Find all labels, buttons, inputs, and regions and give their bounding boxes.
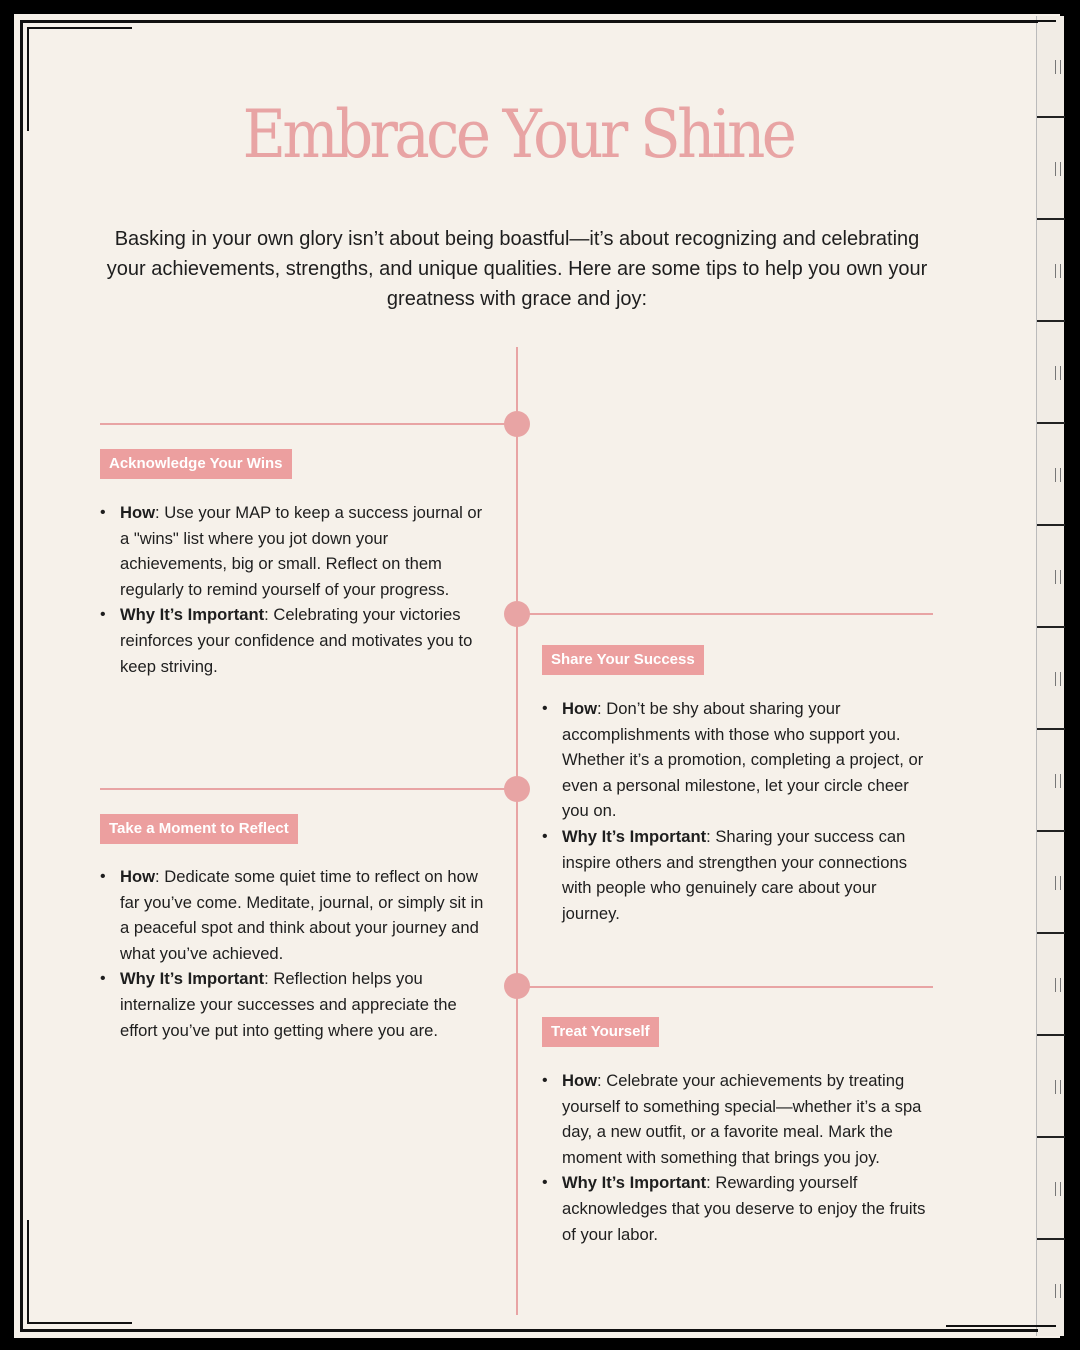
timeline-branch bbox=[517, 986, 933, 988]
notebook-tab[interactable] bbox=[1037, 934, 1065, 1036]
section-label-share-success: Share Your Success bbox=[542, 645, 704, 675]
frame-top bbox=[20, 20, 1038, 23]
tab-marker-icon bbox=[1055, 570, 1061, 584]
why-item bbox=[100, 602, 495, 679]
timeline-branch bbox=[100, 788, 518, 790]
why-key: Why It’s Important bbox=[562, 1173, 707, 1193]
frame-corner-line bbox=[27, 27, 29, 131]
tab-marker-icon bbox=[1055, 876, 1061, 890]
how-key: How bbox=[562, 699, 598, 718]
section-label-take-moment-reflect: Take a Moment to Reflect bbox=[100, 814, 298, 844]
timeline-spine bbox=[516, 347, 518, 1315]
how-item bbox=[542, 696, 937, 824]
notebook-tab[interactable] bbox=[1037, 628, 1065, 730]
timeline-branch bbox=[100, 423, 518, 425]
timeline-dot bbox=[504, 973, 530, 999]
tab-marker-icon bbox=[1055, 162, 1061, 176]
how-key: How bbox=[562, 1071, 598, 1090]
notebook-tab[interactable] bbox=[1037, 526, 1065, 628]
notebook-tab[interactable] bbox=[1037, 118, 1065, 220]
how-item bbox=[542, 1068, 932, 1170]
why-text: : Reflection helps you internalize your successes and appreciate the effort you’ve put into getting where you are. bbox=[120, 969, 457, 1040]
frame-corner-line bbox=[27, 27, 132, 29]
how-item bbox=[100, 500, 495, 602]
notebook-tab[interactable] bbox=[1037, 730, 1065, 832]
why-text: : Sharing your success can inspire others and strengthen your connections with people who genuinely care about your journey. bbox=[562, 826, 907, 923]
frame-left bbox=[20, 20, 23, 1332]
notebook-tab[interactable] bbox=[1037, 322, 1065, 424]
frame-corner-line bbox=[946, 1325, 1056, 1327]
why-key: Why It’s Important bbox=[120, 605, 265, 625]
section-label-treat-yourself: Treat Yourself bbox=[542, 1017, 659, 1047]
tab-marker-icon bbox=[1055, 1080, 1061, 1094]
timeline-dot bbox=[504, 411, 530, 437]
why-item bbox=[100, 966, 495, 1043]
why-key: Why It’s Important bbox=[562, 826, 707, 846]
notebook-tab[interactable] bbox=[1037, 16, 1065, 118]
how-text: : Use your MAP to keep a success journal or a "wins" list where you jot down your achievements, big or small. Reflect on them regularly to remind yourself of your progress. bbox=[120, 503, 483, 599]
tab-marker-icon bbox=[1055, 468, 1061, 482]
section-body-acknowledge-wins bbox=[100, 500, 495, 679]
notebook-tab[interactable] bbox=[1037, 220, 1065, 322]
frame-bottom bbox=[20, 1329, 1038, 1332]
tab-marker-icon bbox=[1055, 60, 1061, 74]
frame-corner-line bbox=[27, 1220, 29, 1324]
notebook-tab-strip bbox=[1036, 16, 1064, 1336]
tab-marker-icon bbox=[1055, 774, 1061, 788]
timeline-dot bbox=[504, 776, 530, 802]
tab-marker-icon bbox=[1055, 1182, 1061, 1196]
section-body-treat-yourself bbox=[542, 1068, 932, 1247]
how-item bbox=[100, 864, 495, 966]
how-text: : Celebrate your achievements by treating yourself to something special—whether it’s a spa day, a new outfit, or a favorite meal. Mark the moment with something that brings you joy. bbox=[562, 1071, 922, 1167]
tab-marker-icon bbox=[1055, 366, 1061, 380]
how-key: How bbox=[120, 867, 156, 886]
section-label-acknowledge-wins: Acknowledge Your Wins bbox=[100, 449, 292, 479]
notebook-tab[interactable] bbox=[1037, 424, 1065, 526]
why-text: : Celebrating your victories reinforces your confidence and motivates you to keep striving. bbox=[120, 605, 473, 676]
why-item bbox=[542, 1170, 932, 1247]
notebook-tab[interactable] bbox=[1037, 1138, 1065, 1240]
section-body-share-success bbox=[542, 696, 937, 926]
notebook-tab[interactable] bbox=[1037, 832, 1065, 934]
frame-corner-line bbox=[27, 1322, 132, 1324]
notebook-tab[interactable] bbox=[1037, 1036, 1065, 1138]
section-body-take-moment-reflect bbox=[100, 864, 495, 1043]
tab-marker-icon bbox=[1055, 1284, 1061, 1298]
timeline-branch bbox=[517, 613, 933, 615]
how-key: How bbox=[120, 503, 156, 522]
intro-paragraph: Basking in your own glory isn’t about being boastful—it’s about recognizing and celebrating your achievements, strengths, and unique qualities. Here are some tips to help you own your greatness with grace and joy: bbox=[106, 228, 928, 310]
why-text: : Rewarding yourself acknowledges that you deserve to enjoy the fruits of your labor. bbox=[562, 1173, 926, 1244]
tab-marker-icon bbox=[1055, 672, 1061, 686]
tab-marker-icon bbox=[1055, 978, 1061, 992]
page-title: Embrace Your Shine bbox=[242, 96, 794, 173]
frame-corner-line bbox=[946, 20, 1056, 22]
why-item bbox=[542, 824, 937, 926]
how-text: : Don’t be shy about sharing your accomplishments with those who support you. Whether it’s a promotion, completing a project, or even a personal milestone, let your circle cheer you on. bbox=[562, 699, 924, 821]
why-key: Why It’s Important bbox=[120, 969, 265, 989]
tab-marker-icon bbox=[1055, 264, 1061, 278]
timeline-dot bbox=[504, 601, 530, 627]
how-text: : Dedicate some quiet time to reflect on how far you’ve come. Meditate, journal, or simply sit in a peaceful spot and think about your journey and what you’ve achieved. bbox=[120, 867, 484, 963]
